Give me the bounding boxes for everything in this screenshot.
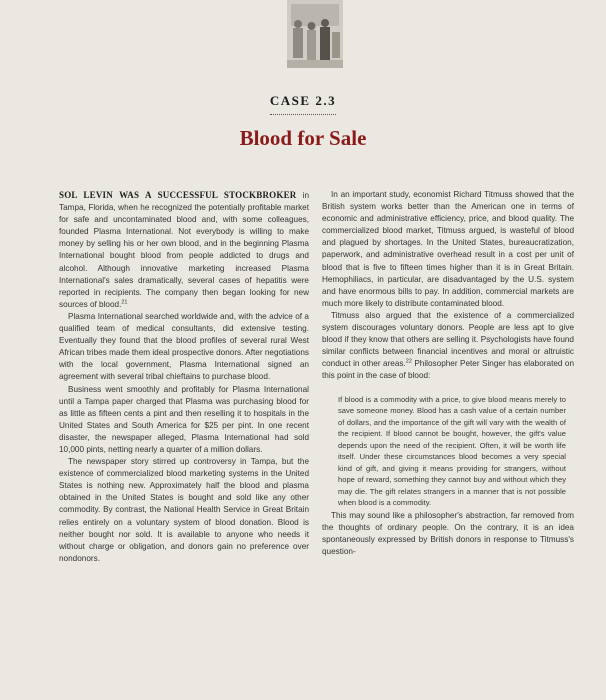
- paragraph: This may sound like a philosopher's abstraction, far removed from the thoughts of ordinary people. On the contrary, it is an idea spontaneously expressed by British donors in response to Titmuss's question-: [322, 510, 574, 556]
- paragraph: In an important study, economist Richard Titmuss showed that the British system works better than the American one in terms of economic and administrative efficiency, price, and blood quality. The commercialized blood market, Titmuss argued, is wasteful of blood and plagued by shortages. In the United States, bureaucratization, paperwork, and administrative overhead result in a cost per unit of blood that is five to fifteen times higher than it is in Great Britain. Hemophiliacs, in particular, are disadvantaged by the U.S. system and have enormous bills to pay. In addition, commercial markets are much more likely to distribute contaminated blood.: [322, 190, 574, 308]
- paragraph: Plasma International searched worldwide and, with the advice of a qualified team of medical consultants, did extensive testing. Eventually they found that the blood profiles of several rural West African tribes made them ideal prospective donors. After negotiations with the local government, Plasma International signed an agreement with several tribal chieftains to purchase blood.: [59, 311, 309, 382]
- paragraph: SOL LEVIN WAS A SUCCESSFUL STOCKBROKER in Tampa, Florida, when he recognized the potentially profitable market for safe and uncontaminated blood and, with some colleagues, founded Plasma International. Not everybody is willing to make money by selling his or her own blood, and in the beginning Plasma International bought blood from people addicted to drugs and alcohol. Although innovative marketing increased Plasma International's sales dramatically, several cases of hepatitis were reported in recipients. The company then began looking for new sources of blood.$^{21}$: [59, 190, 309, 309]
- paragraph: Business went smoothly and profitably for Plasma International until a Tampa paper charged that Plasma was purchasing blood for as little as fifteen cents a pint and then reselling it to hospitals in the United States and South America for $25 per pint. In one recent disaster, the newspaper alleged, Plasma International had sold 10,000 pints, netting nearly a quarter of a million dollars.: [59, 384, 309, 454]
- case-label-divider: [270, 114, 336, 115]
- footnote-ref: 21: [121, 299, 128, 306]
- page-title: Blood for Sale: [239, 126, 367, 150]
- footnote-ref: 22: [405, 358, 412, 365]
- paragraph: Titmuss also argued that the existence of a commercialized system discourages voluntary donors. People are less apt to give blood if they know that others are selling it. Psychologists have found similar conflicts between financial incentives and moral or altruistic conduct in other areas.$^{22}$ Philosopher Peter Singer has elaborated on this point in the case of blood:: [322, 310, 574, 381]
- right-column: [322, 189, 574, 558]
- left-column: [59, 189, 309, 565]
- case-label: CASE 2.3: [269, 93, 337, 108]
- case-photo: [287, 0, 343, 68]
- paragraph: The newspaper story stirred up controversy in Tampa, but the existence of commercialized blood marketing systems in the United States is nothing new. Approximately half the blood and plasma obtained in the United States is bought and sold like any other commodity. By contrast, the National Health Service in Great Britain relies entirely on a voluntary system of blood donation. Blood is neither bought nor sold. It is available to anyone who needs it without charge or obligation, and donors gain no preference over nondonors.: [59, 457, 309, 563]
- lead-in: SOL LEVIN WAS A SUCCESSFUL STOCKBROKER: [59, 190, 297, 200]
- block-quote: If blood is a commodity with a price, to give blood means merely to save someone money. Blood has a cash value of a certain number of dollars, and the importance of the gift will vary with the wealth of the recipient. If blood cannot be bought, however, the gift's value depends upon the need of the recipient. Often, it will be worth life itself. Under these circumstances blood becomes a very special kind of gift, and giving it means providing for strangers, without hope of reward, something they cannot buy and without which they may die. The gift relates strangers in a manner that is not possible when blood is a commodity.: [338, 394, 566, 507]
- case-photo-illustration: [287, 0, 343, 68]
